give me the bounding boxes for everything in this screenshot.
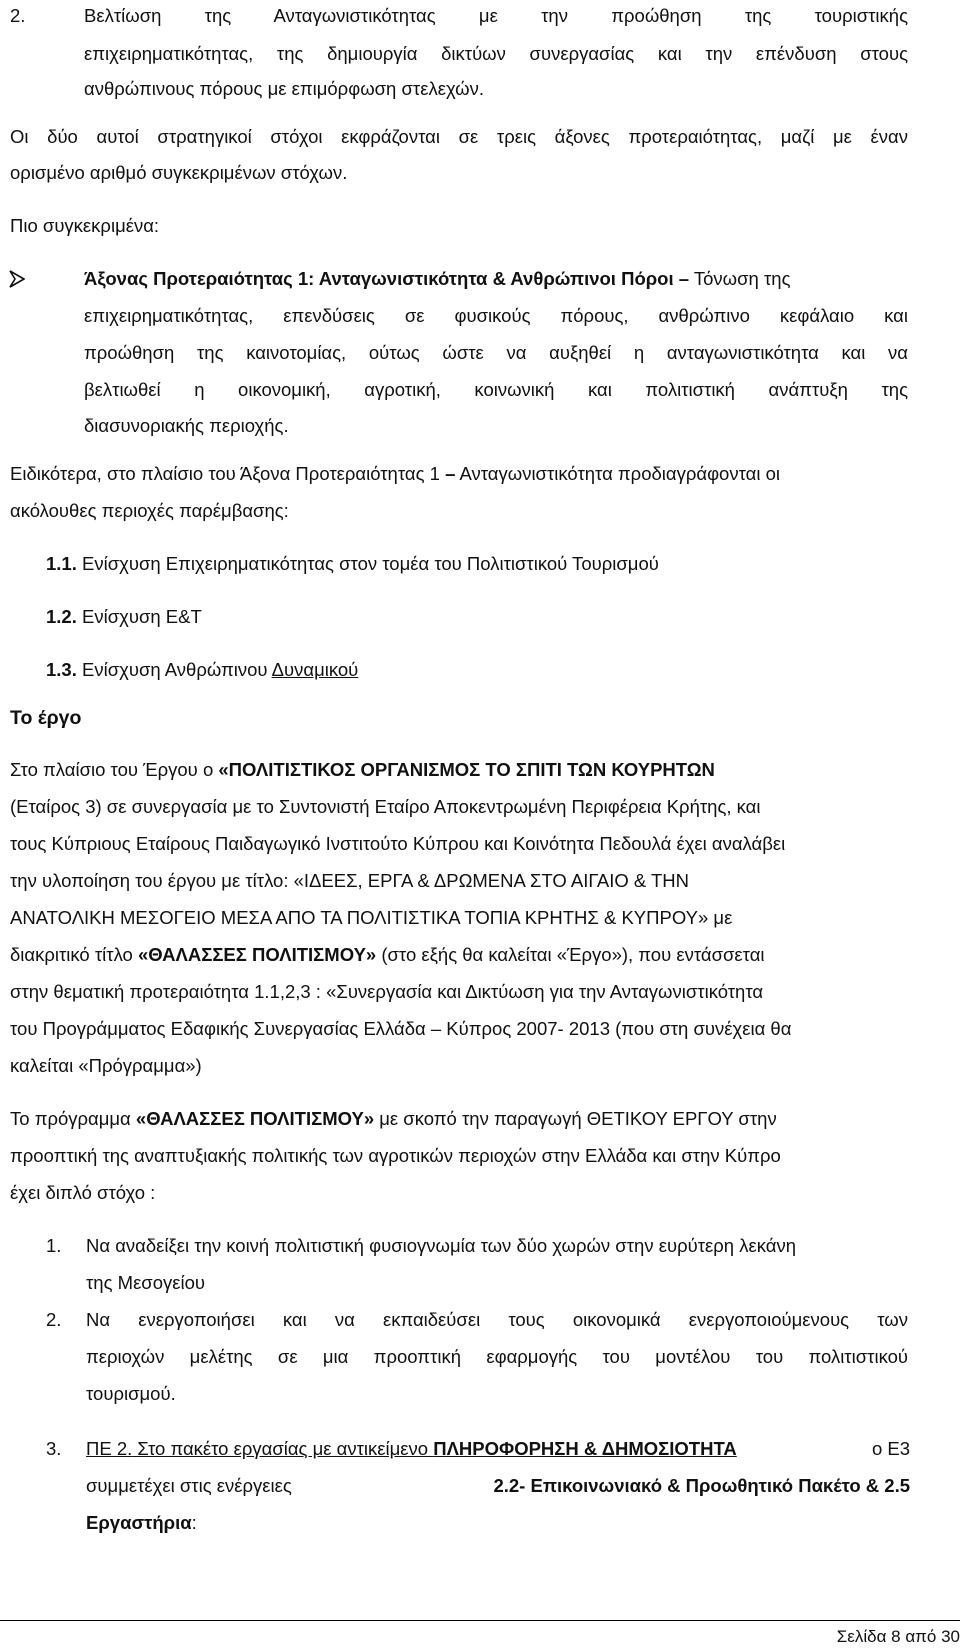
program-short-title: «ΘΑΛΑΣΣΕΣ ΠΟΛΙΤΙΣΜΟΥ» xyxy=(135,1108,375,1129)
axis-dash: – xyxy=(678,268,690,289)
paragraph-line: ακόλουθες περιοχές παρέμβασης: xyxy=(10,500,289,521)
goal-number: 1. xyxy=(46,1235,62,1256)
axis-line-4: βελτιωθεί η οικονομική, αγροτική, κοινωνική και πολιτιστική ανάπτυξη της xyxy=(84,379,908,400)
paragraph-line: Οι δύο αυτοί στρατηγικοί στόχοι εκφράζονται σε τρεις άξονες προτεραιότητας, μαζί με έναν xyxy=(10,126,908,147)
axis-line-2: επιχειρηματικότητας, επενδύσεις σε φυσικούς πόρους, ανθρώπινο κεφάλαιο και xyxy=(84,305,908,326)
project-line-6 xyxy=(10,943,765,967)
area-number: 1.2. xyxy=(46,606,77,627)
axis-line-1 xyxy=(84,267,910,291)
goal-text: της Μεσογείου xyxy=(86,1272,206,1293)
project-line: στην θεματική προτεραιότητα 1.1,2,3 : «Συνεργασία και Δικτύωση για την Ανταγωνιστικότητα xyxy=(10,981,764,1002)
project-line: τους Κύπριους Εταίρους Παιδαγωγικό Ινστιτούτο Κύπρου και Κοινότητα Πεδουλά έχει αναλάβει xyxy=(10,833,786,854)
paragraph-text: Ειδικότερα, στο πλαίσιο του Άξονα Προτεραιότητας 1 xyxy=(10,463,440,484)
axis-title: Άξονας Προτεραιότητας 1: Ανταγωνιστικότητα & Ανθρώπινοι Πόροι xyxy=(84,268,674,289)
axis-line-5: διασυνοριακής περιοχής. xyxy=(84,415,289,436)
goal-text: Να ενεργοποιήσει και να εκπαιδεύσει τους οικονομικά ενεργοποιούμενους των xyxy=(86,1309,908,1330)
program-line: έχει διπλό στόχο : xyxy=(10,1182,156,1203)
goal-text: : xyxy=(191,1512,197,1533)
goal-number: 3. xyxy=(46,1438,62,1459)
goal-text: Να αναδείξει την κοινή πολιτιστική φυσιογνωμία των δύο χωρών στην ευρύτερη λεκάνη xyxy=(86,1235,796,1256)
program-text: με σκοπό την παραγωγή ΘΕΤΙΚΟΥ ΕΡΓΟΥ στην xyxy=(374,1108,777,1129)
program-text: Το πρόγραμμα xyxy=(10,1108,136,1129)
goal-number: 2. xyxy=(46,1309,62,1330)
project-text: διακριτικό τίτλο xyxy=(10,944,138,965)
area-item-2 xyxy=(46,605,202,629)
project-line-1 xyxy=(10,758,715,782)
project-line: την υλοποίηση του έργου με τίτλο: «ΙΔΕΕΣ, ΕΡΓΑ & ΔΡΩΜΕΝΑ ΣΤΟ ΑΙΓΑΙΟ & ΤΗΝ xyxy=(10,870,690,891)
goal-3-line-1 xyxy=(86,1437,910,1461)
goal-text: περιοχών μελέτης σε μια προοπτική εφαρμογής του μοντέλου του πολιτιστικού xyxy=(86,1346,908,1367)
arrow-bullet-icon xyxy=(9,270,25,288)
area-number: 1.3. xyxy=(46,659,77,680)
paragraph-line: Πιο συγκεκριμένα: xyxy=(10,215,160,236)
goal-text: συμμετέχει στις ενέργειες xyxy=(86,1475,292,1496)
item2-line-2: επιχειρηματικότητας, της δημιουργία δικτύων συνεργασίας και την επένδυση στους xyxy=(84,43,908,64)
project-line: (Εταίρος 3) σε συνεργασία με το Συντονιστή Εταίρο Αποκεντρωμένη Περιφέρεια Κρήτης, και xyxy=(10,796,761,817)
paragraph-text: Ανταγωνιστικότητα προδιαγράφονται οι xyxy=(459,463,780,484)
item2-line-1: Βελτίωση της Ανταγωνιστικότητας με την προώθηση της τουριστικής xyxy=(84,5,908,26)
item-number: 2. xyxy=(10,5,26,26)
footer-divider xyxy=(0,1620,960,1621)
area-text: Ενίσχυση Ανθρώπινου xyxy=(82,659,272,680)
project-line: καλείται «Πρόγραμμα») xyxy=(10,1055,202,1076)
area-item-3 xyxy=(46,658,358,682)
goal-text: Στο πακέτο εργασίας με αντικείμενο xyxy=(132,1438,434,1459)
paragraph-line: ορισμένο αριθμό συγκεκριμένων στόχων. xyxy=(10,162,348,183)
program-line: προοπτική της αναπτυξιακής πολιτικής των αγροτικών περιοχών στην Ελλάδα και στην Κύπρο xyxy=(10,1145,781,1166)
goal-ref: ΠΕ 2. xyxy=(86,1438,133,1459)
area-text: Ενίσχυση Ε&Τ xyxy=(82,606,202,627)
project-line: του Προγράμματος Εδαφικής Συνεργασίας Ελλάδα – Κύπρος 2007- 2013 (που στη συνέχεια θα xyxy=(10,1018,792,1039)
axis-text: Τόνωση της xyxy=(693,268,791,289)
area-text: Ενίσχυση Επιχειρηματικότητας στον τομέα του Πολιτιστικού Τουρισμού xyxy=(82,553,659,574)
program-line-1 xyxy=(10,1107,777,1131)
page-number: Σελίδα 8 από 30 xyxy=(836,1627,960,1646)
area-text-underlined: Δυναμικού xyxy=(271,659,359,680)
area-number: 1.1. xyxy=(46,553,77,574)
goal-actions: Εργαστήρια xyxy=(86,1512,192,1533)
goal-text: τουρισμού. xyxy=(86,1383,176,1404)
paragraph-dash: – xyxy=(445,463,456,484)
goal-text-group xyxy=(86,1437,737,1461)
area-item-1 xyxy=(46,552,659,576)
paragraph-line xyxy=(10,462,780,486)
goal-3-line-3 xyxy=(86,1511,197,1535)
project-org-name: «ΠΟΛΙΤΙΣΤΙΚΟΣ ΟΡΓΑΝΙΣΜΟΣ ΤΟ ΣΠΙΤΙ ΤΩΝ ΚΟΥΡΗΤΩΝ xyxy=(218,759,715,780)
goal-text: ο Ε3 xyxy=(871,1438,910,1459)
section-heading: Το έργο xyxy=(10,707,82,729)
goal-actions: 2.2- Επικοινωνιακό & Προωθητικό Πακέτο & 2.5 xyxy=(493,1475,910,1496)
goal-3-line-2 xyxy=(86,1474,910,1498)
axis-line-3: προώθηση της καινοτομίας, ούτως ώστε να αυξηθεί η ανταγωνιστικότητα και να xyxy=(84,342,908,363)
project-line: ΑΝΑΤΟΛΙΚΗ ΜΕΣΟΓΕΙΟ ΜΕΣΑ ΑΠΟ ΤΑ ΠΟΛΙΤΙΣΤΙΚΑ ΤΟΠΙΑ ΚΡΗΤΗΣ & ΚΥΠΡΟΥ» με xyxy=(10,907,733,928)
goal-package-name: ΠΛΗΡΟΦΟΡΗΣΗ & ΔΗΜΟΣΙΟΤΗΤΑ xyxy=(433,1438,737,1459)
project-short-title: «ΘΑΛΑΣΣΕΣ ΠΟΛΙΤΙΣΜΟΥ» xyxy=(137,944,377,965)
project-text: (στο εξής θα καλείται «Έργο»), που εντάσσεται xyxy=(376,944,765,965)
project-text: Στο πλαίσιο του Έργου ο xyxy=(10,759,219,780)
item2-line-3: ανθρώπινους πόρους με επιμόρφωση στελεχών. xyxy=(84,78,485,99)
